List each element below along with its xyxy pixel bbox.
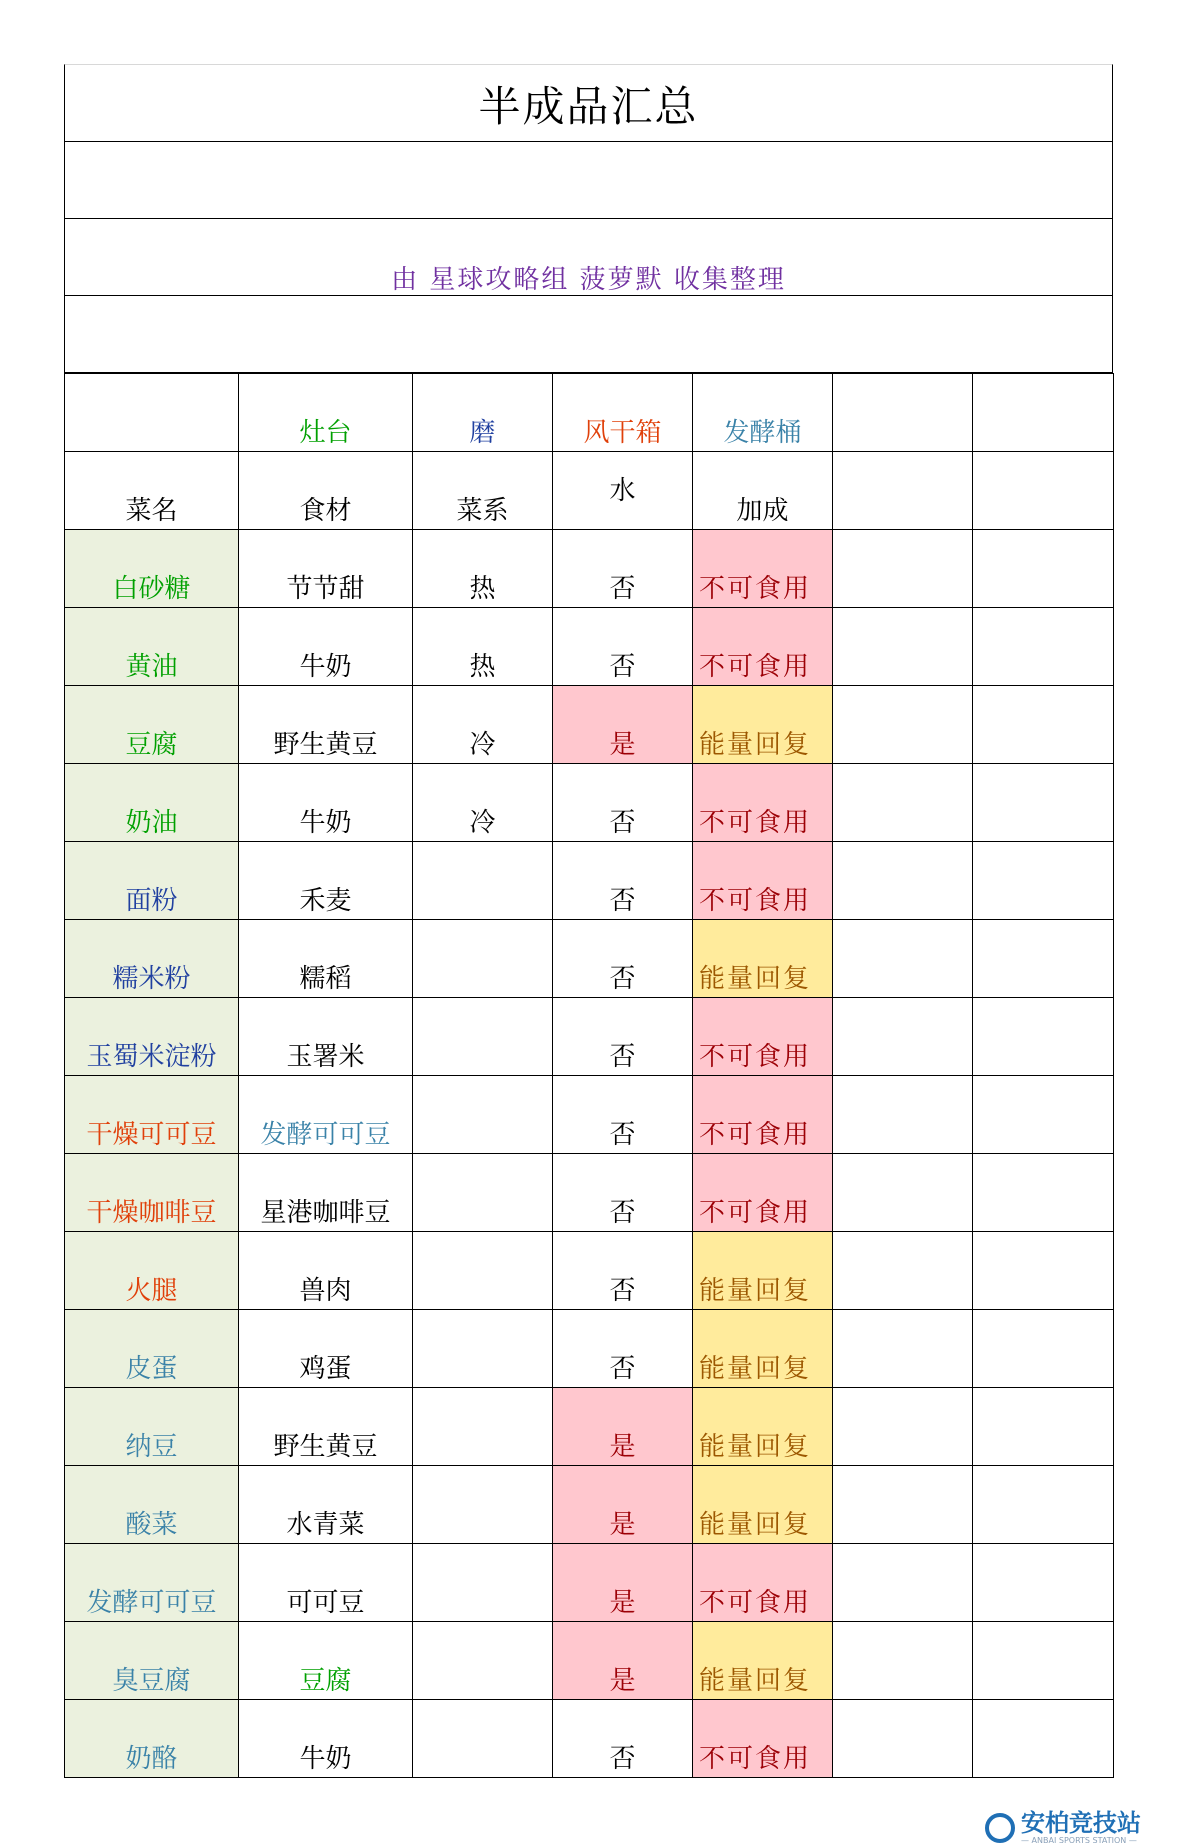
station-stove: 灶台 bbox=[239, 374, 413, 452]
empty-cell bbox=[833, 842, 973, 920]
empty-cell bbox=[973, 842, 1114, 920]
ingredient-cell: 节节甜 bbox=[239, 530, 413, 608]
station-cell-empty bbox=[833, 374, 973, 452]
empty-cell bbox=[973, 1232, 1114, 1310]
cuisine-cell bbox=[413, 1544, 553, 1622]
ingredient-cell: 水青菜 bbox=[239, 1466, 413, 1544]
dish-name-cell: 纳豆 bbox=[65, 1388, 239, 1466]
water-cell: 否 bbox=[553, 1310, 693, 1388]
ingredient-cell: 牛奶 bbox=[239, 764, 413, 842]
dish-name-cell: 干燥咖啡豆 bbox=[65, 1154, 239, 1232]
empty-cell bbox=[833, 1310, 973, 1388]
water-cell: 是 bbox=[553, 1544, 693, 1622]
effect-cell: 不可食用 bbox=[693, 998, 833, 1076]
water-cell: 否 bbox=[553, 530, 693, 608]
effect-cell: 不可食用 bbox=[693, 764, 833, 842]
cuisine-cell: 冷 bbox=[413, 686, 553, 764]
logo-circle-icon bbox=[985, 1813, 1015, 1843]
label-dish-name: 菜名 bbox=[65, 452, 239, 530]
dish-name-cell: 糯米粉 bbox=[65, 920, 239, 998]
effect-cell: 不可食用 bbox=[693, 608, 833, 686]
effect-cell: 能量回复 bbox=[693, 1310, 833, 1388]
table-row bbox=[65, 1154, 1114, 1232]
table-row bbox=[65, 1700, 1114, 1778]
label-empty bbox=[833, 452, 973, 530]
empty-cell bbox=[833, 530, 973, 608]
dish-name-cell: 皮蛋 bbox=[65, 1310, 239, 1388]
effect-cell: 不可食用 bbox=[693, 1700, 833, 1778]
water-cell: 否 bbox=[553, 920, 693, 998]
table-row bbox=[65, 764, 1114, 842]
empty-cell bbox=[973, 1622, 1114, 1700]
effect-cell: 能量回复 bbox=[693, 1466, 833, 1544]
page-title: 半成品汇总 bbox=[65, 65, 1112, 142]
empty-cell bbox=[973, 686, 1114, 764]
dish-name-cell: 臭豆腐 bbox=[65, 1622, 239, 1700]
empty-cell bbox=[973, 608, 1114, 686]
empty-cell bbox=[973, 920, 1114, 998]
water-cell: 否 bbox=[553, 842, 693, 920]
effect-cell: 能量回复 bbox=[693, 1232, 833, 1310]
credit-line: 由 星球攻略组 菠萝默 收集整理 bbox=[65, 219, 1112, 296]
dish-name-cell: 面粉 bbox=[65, 842, 239, 920]
ingredient-cell: 禾麦 bbox=[239, 842, 413, 920]
spreadsheet bbox=[64, 64, 1113, 1778]
empty-cell bbox=[833, 1388, 973, 1466]
blank-row-2 bbox=[65, 296, 1112, 373]
dish-name-cell: 奶酪 bbox=[65, 1700, 239, 1778]
logo-subtitle: — ANBAI SPORTS STATION — bbox=[1021, 1836, 1137, 1845]
effect-cell: 能量回复 bbox=[693, 686, 833, 764]
dish-name-cell: 火腿 bbox=[65, 1232, 239, 1310]
dish-name-cell: 奶油 bbox=[65, 764, 239, 842]
dish-name-cell: 白砂糖 bbox=[65, 530, 239, 608]
empty-cell bbox=[973, 530, 1114, 608]
water-cell: 否 bbox=[553, 608, 693, 686]
empty-cell bbox=[833, 686, 973, 764]
label-ingredient: 食材 bbox=[239, 452, 413, 530]
effect-cell: 能量回复 bbox=[693, 1388, 833, 1466]
effect-cell: 不可食用 bbox=[693, 1076, 833, 1154]
ingredient-cell: 牛奶 bbox=[239, 608, 413, 686]
ingredient-cell: 野生黄豆 bbox=[239, 686, 413, 764]
ingredient-cell: 牛奶 bbox=[239, 1700, 413, 1778]
cuisine-cell bbox=[413, 1310, 553, 1388]
ingredient-cell: 发酵可可豆 bbox=[239, 1076, 413, 1154]
empty-cell bbox=[973, 1154, 1114, 1232]
table-row bbox=[65, 1622, 1114, 1700]
empty-cell bbox=[833, 1076, 973, 1154]
logo-name: 安柏竞技站 bbox=[1021, 1809, 1141, 1837]
station-header-row bbox=[65, 374, 1114, 452]
table-row bbox=[65, 1232, 1114, 1310]
empty-cell bbox=[833, 1466, 973, 1544]
label-bonus: 加成 bbox=[693, 452, 833, 530]
cuisine-cell bbox=[413, 1232, 553, 1310]
empty-cell bbox=[833, 1544, 973, 1622]
ingredient-cell: 鸡蛋 bbox=[239, 1310, 413, 1388]
effect-cell: 不可食用 bbox=[693, 1544, 833, 1622]
ingredient-cell: 星港咖啡豆 bbox=[239, 1154, 413, 1232]
effect-cell: 能量回复 bbox=[693, 920, 833, 998]
effect-cell: 能量回复 bbox=[693, 1622, 833, 1700]
ingredient-cell: 豆腐 bbox=[239, 1622, 413, 1700]
table-row bbox=[65, 1544, 1114, 1622]
site-logo bbox=[985, 1810, 1141, 1845]
effect-cell: 不可食用 bbox=[693, 842, 833, 920]
ingredient-cell: 可可豆 bbox=[239, 1544, 413, 1622]
empty-cell bbox=[833, 1154, 973, 1232]
table-row bbox=[65, 1076, 1114, 1154]
empty-cell bbox=[973, 1388, 1114, 1466]
empty-cell bbox=[833, 1700, 973, 1778]
water-cell: 是 bbox=[553, 1388, 693, 1466]
label-cuisine: 菜系 bbox=[413, 452, 553, 530]
cuisine-cell bbox=[413, 842, 553, 920]
header-block bbox=[64, 64, 1113, 373]
cuisine-cell bbox=[413, 1154, 553, 1232]
cuisine-cell: 冷 bbox=[413, 764, 553, 842]
empty-cell bbox=[833, 998, 973, 1076]
empty-cell bbox=[973, 1544, 1114, 1622]
empty-cell bbox=[833, 1232, 973, 1310]
empty-cell bbox=[833, 920, 973, 998]
empty-cell bbox=[973, 1076, 1114, 1154]
ingredient-cell: 野生黄豆 bbox=[239, 1388, 413, 1466]
cuisine-cell: 热 bbox=[413, 530, 553, 608]
water-cell: 否 bbox=[553, 998, 693, 1076]
empty-cell bbox=[973, 1700, 1114, 1778]
table-row bbox=[65, 998, 1114, 1076]
effect-cell: 不可食用 bbox=[693, 1154, 833, 1232]
table-row bbox=[65, 920, 1114, 998]
cuisine-cell: 热 bbox=[413, 608, 553, 686]
dish-name-cell: 豆腐 bbox=[65, 686, 239, 764]
empty-cell bbox=[833, 608, 973, 686]
cuisine-cell bbox=[413, 998, 553, 1076]
station-ferment-barrel: 发酵桶 bbox=[693, 374, 833, 452]
ingredient-cell: 玉署米 bbox=[239, 998, 413, 1076]
table-row bbox=[65, 608, 1114, 686]
semi-product-table bbox=[64, 373, 1114, 1778]
empty-cell bbox=[973, 764, 1114, 842]
label-water: 水 bbox=[553, 452, 693, 530]
water-cell: 否 bbox=[553, 764, 693, 842]
station-mill: 磨 bbox=[413, 374, 553, 452]
cuisine-cell bbox=[413, 1076, 553, 1154]
table-row bbox=[65, 1388, 1114, 1466]
empty-cell bbox=[833, 1622, 973, 1700]
dish-name-cell: 酸菜 bbox=[65, 1466, 239, 1544]
water-cell: 否 bbox=[553, 1154, 693, 1232]
empty-cell bbox=[973, 1466, 1114, 1544]
table-row bbox=[65, 686, 1114, 764]
ingredient-cell: 糯稻 bbox=[239, 920, 413, 998]
label-header-row bbox=[65, 452, 1114, 530]
dish-name-cell: 黄油 bbox=[65, 608, 239, 686]
ingredient-cell: 兽肉 bbox=[239, 1232, 413, 1310]
table-row bbox=[65, 1310, 1114, 1388]
dish-name-cell: 干燥可可豆 bbox=[65, 1076, 239, 1154]
empty-cell bbox=[833, 764, 973, 842]
station-cell bbox=[65, 374, 239, 452]
effect-cell: 不可食用 bbox=[693, 530, 833, 608]
label-empty bbox=[973, 452, 1114, 530]
station-dryer: 风干箱 bbox=[553, 374, 693, 452]
cuisine-cell bbox=[413, 1700, 553, 1778]
water-cell: 是 bbox=[553, 1622, 693, 1700]
water-cell: 否 bbox=[553, 1232, 693, 1310]
station-cell-empty bbox=[973, 374, 1114, 452]
dish-name-cell: 发酵可可豆 bbox=[65, 1544, 239, 1622]
table-row bbox=[65, 842, 1114, 920]
water-cell: 否 bbox=[553, 1700, 693, 1778]
water-cell: 是 bbox=[553, 686, 693, 764]
cuisine-cell bbox=[413, 1466, 553, 1544]
table-row bbox=[65, 1466, 1114, 1544]
cuisine-cell bbox=[413, 920, 553, 998]
water-cell: 是 bbox=[553, 1466, 693, 1544]
table-row bbox=[65, 530, 1114, 608]
dish-name-cell: 玉蜀米淀粉 bbox=[65, 998, 239, 1076]
blank-row-1 bbox=[65, 142, 1112, 219]
empty-cell bbox=[973, 1310, 1114, 1388]
water-cell: 否 bbox=[553, 1076, 693, 1154]
empty-cell bbox=[973, 998, 1114, 1076]
cuisine-cell bbox=[413, 1388, 553, 1466]
cuisine-cell bbox=[413, 1622, 553, 1700]
